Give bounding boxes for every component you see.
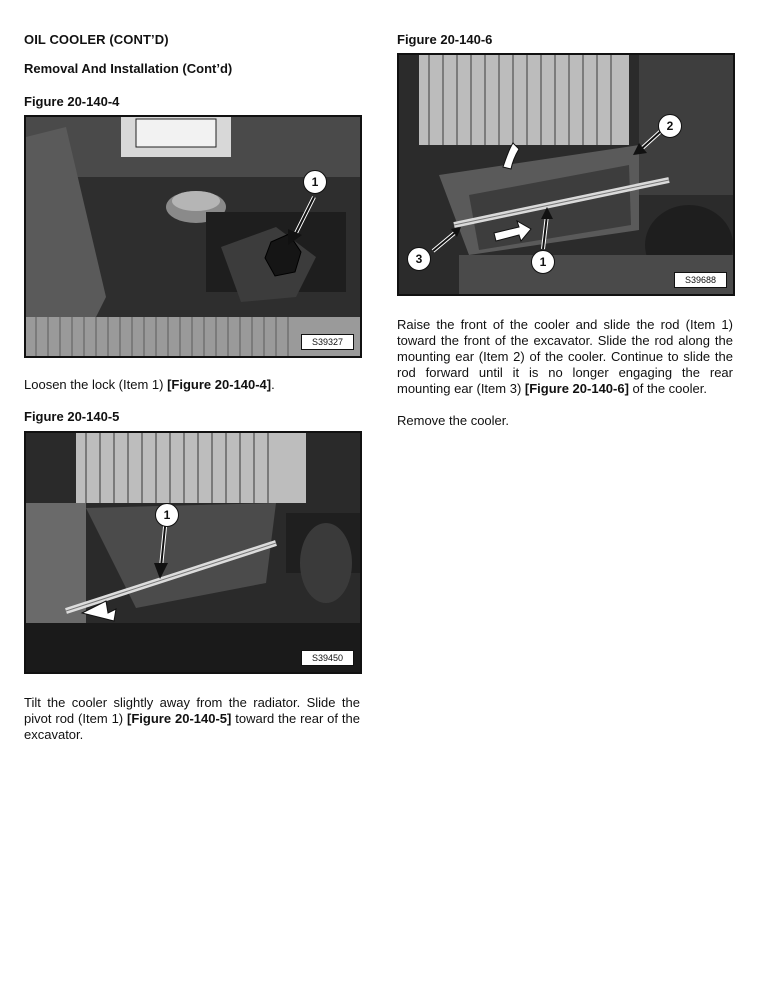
paragraph-tilt-cooler	[24, 695, 360, 743]
figure-reference: [Figure 20-140-6]	[524, 381, 629, 396]
paragraph-raise-cooler	[397, 317, 733, 397]
figure-photo-5	[24, 431, 362, 674]
callout-3: 3	[407, 247, 431, 271]
paragraph-loosen-lock	[24, 377, 360, 393]
figure-code-5: S39450	[301, 650, 354, 666]
figure-reference: [Figure 20-140-5]	[127, 711, 232, 726]
figure-photo-6-image	[399, 55, 733, 294]
figure-reference: [Figure 20-140-4]	[167, 377, 272, 392]
figure-code-6: S39688	[674, 272, 727, 288]
figure-label-6: Figure 20-140-6	[397, 32, 493, 47]
callout-2: 2	[658, 114, 682, 138]
figure-photo-5-image	[26, 433, 360, 672]
figure-photo-4	[24, 115, 362, 358]
paragraph-text: Raise the front of the cooler and slide the rod (Item 1) toward the front of the excavator. Slide the rod along the mounting ear (Item 2) of the cooler. Continue to slide the rod forward until it is no longer engaging the rear mounting ear (Item 3)	[397, 317, 733, 396]
callout-1: 1	[303, 170, 327, 194]
figure-photo-6	[397, 53, 735, 296]
callout-1: 1	[531, 250, 555, 274]
paragraph-text: toward the rear of the excavator.	[24, 711, 360, 742]
callout-1: 1	[155, 503, 179, 527]
figure-photo-4-image	[26, 117, 360, 356]
paragraph-text: .	[271, 377, 275, 392]
figure-code-4: S39327	[301, 334, 354, 350]
figure-label-4: Figure 20-140-4	[24, 94, 120, 109]
paragraph-remove-cooler: Remove the cooler.	[397, 413, 510, 428]
paragraph-text: Loosen the lock (Item 1)	[24, 377, 168, 392]
paragraph-text: of the cooler.	[628, 381, 707, 396]
figure-label-5: Figure 20-140-5	[24, 409, 120, 424]
subsection-title: Removal And Installation (Cont’d)	[24, 61, 233, 76]
paragraph-text: Tilt the cooler slightly away from the radiator. Slide the pivot rod (Item 1)	[24, 695, 360, 726]
section-title: OIL COOLER (CONT’D)	[24, 32, 169, 47]
